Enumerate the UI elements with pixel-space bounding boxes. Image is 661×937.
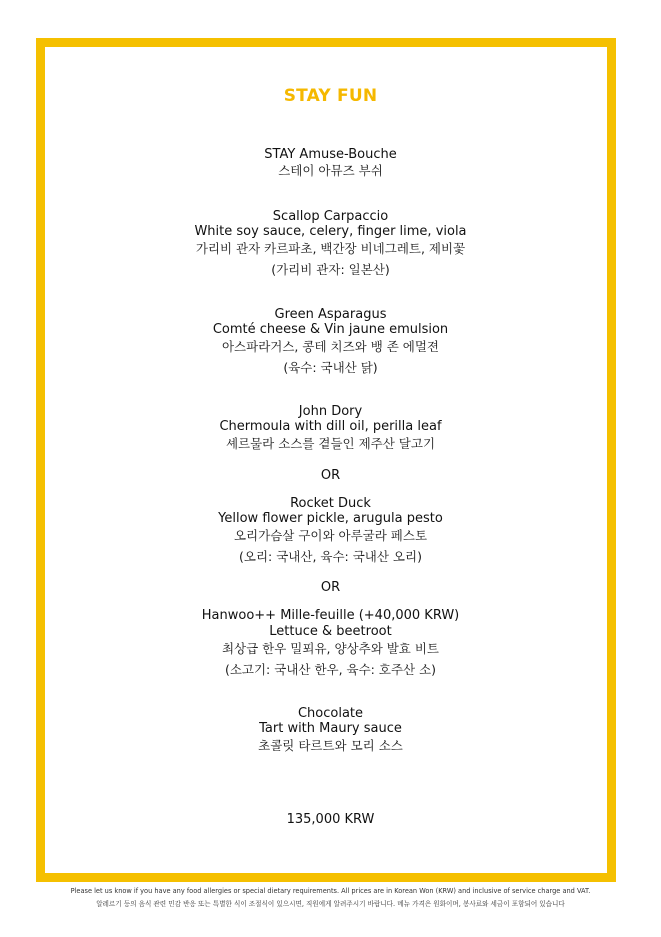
- course-dessert-name: Chocolate: [297, 706, 364, 721]
- course-scallop-description: White soy sauce, celery, finger lime, viola: [194, 224, 467, 239]
- menu-title: STAY FUN: [283, 86, 378, 106]
- course-scallop-korean: 가리비 관자 카르파초, 백간장 비네그레트, 제비꽃: [195, 241, 466, 256]
- course-hanwoo-origin: (소고기: 국내산 한우, 육수: 호주산 소): [224, 662, 437, 677]
- course-john-dory-name: John Dory: [298, 404, 363, 419]
- course-john-dory-korean: 셰르물라 소스를 곁들인 제주산 달고기: [225, 436, 436, 451]
- course-duck-description: Yellow flower pickle, arugula pesto: [218, 511, 443, 526]
- footer-note-korean: 알레르기 등의 음식 관련 민감 반응 또는 특별한 식이 조절식이 있으시면, 직원에게 알려주시기 바랍니다. 메뉴 가격은 원화이며, 봉사료와 세금이 포함되어 있습니다: [96, 900, 565, 908]
- course-duck-name: Rocket Duck: [290, 496, 371, 511]
- course-asparagus-korean: 아스파라거스, 콩테 치즈와 뱅 존 에멀젼: [221, 339, 440, 354]
- or-separator: OR: [320, 580, 341, 595]
- course-dessert-korean: 초콜릿 타르트와 모리 소스: [258, 738, 403, 753]
- footer-note-english: Please let us know if you have any food allergies or special dietary requirements. All prices are in Korean Won (KRW) and inclusive of service charge and VAT.: [70, 887, 591, 895]
- course-hanwoo-korean: 최상급 한우 밀푀유, 양상추와 발효 비트: [221, 641, 440, 656]
- course-scallop-origin: (가리비 관자: 일본산): [271, 262, 390, 277]
- course-hanwoo-name: Hanwoo++ Mille-feuille (+40,000 KRW): [201, 608, 460, 623]
- menu-price: 135,000 KRW: [286, 812, 375, 827]
- course-asparagus-description: Comté cheese & Vin jaune emulsion: [212, 322, 449, 337]
- course-amuse-name: STAY Amuse-Bouche: [264, 147, 397, 162]
- course-amuse-korean: 스테이 아뮤즈 부쉬: [278, 163, 383, 178]
- course-asparagus-name: Green Asparagus: [274, 307, 387, 322]
- course-asparagus-origin: (육수: 국내산 닭): [283, 360, 378, 375]
- or-separator: OR: [320, 468, 341, 483]
- course-john-dory-description: Chermoula with dill oil, perilla leaf: [219, 419, 442, 434]
- course-scallop-name: Scallop Carpaccio: [272, 209, 389, 224]
- course-dessert-description: Tart with Maury sauce: [259, 721, 402, 736]
- course-duck-korean: 오리가슴살 구이와 아루굴라 페스토: [233, 528, 428, 543]
- course-hanwoo-description: Lettuce & beetroot: [269, 624, 392, 639]
- course-duck-origin: (오리: 국내산, 육수: 국내산 오리): [239, 549, 422, 564]
